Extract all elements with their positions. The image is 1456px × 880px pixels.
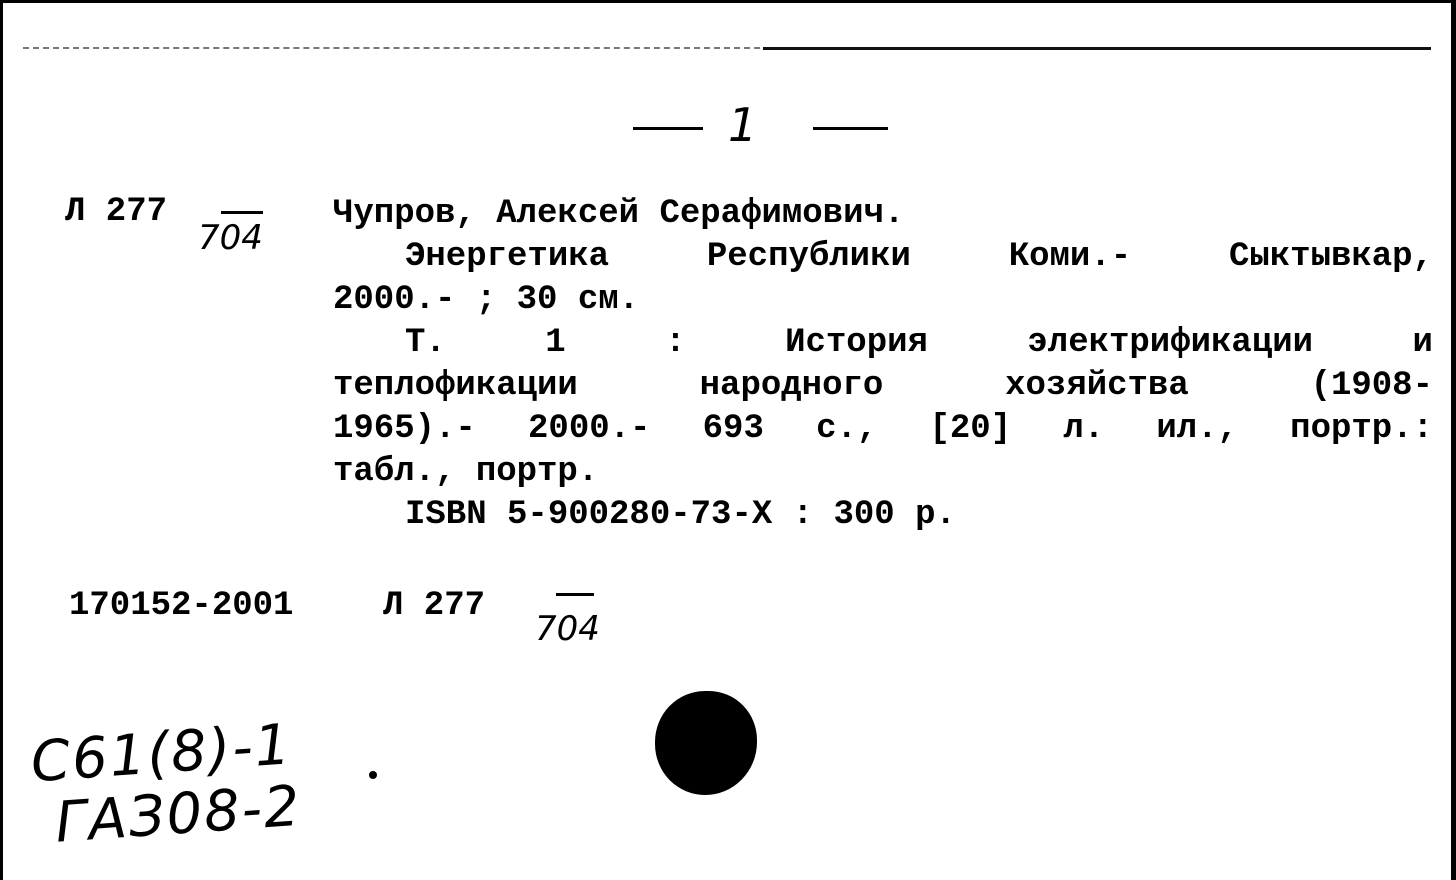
- volume-line-4: табл., портр.: [333, 453, 599, 491]
- inventory-shelf-handwritten: 704: [535, 609, 600, 649]
- classification-code: [29, 714, 304, 856]
- classification-code-line-2: ГАЗ08-2: [53, 773, 304, 856]
- volume-line-3: 1965).- 2000.- 693 с., [20] л. ил., портр.:: [333, 410, 1433, 448]
- shelf-mark-handwritten: 704: [198, 218, 263, 258]
- card-number: [633, 93, 893, 163]
- ink-speck: [369, 771, 377, 779]
- volume-line-1: Т. 1 : История электрификации и: [405, 324, 1433, 362]
- shelf-mark: Л 277: [65, 193, 168, 231]
- bibliographic-entry: [333, 193, 1433, 537]
- inventory-shelf-bar: [556, 593, 594, 596]
- top-rule-solid: [763, 47, 1431, 50]
- shelf-mark-bar: [221, 211, 263, 214]
- inventory-shelf-mark: Л 277: [383, 587, 486, 625]
- card-number-value: 1: [728, 98, 758, 152]
- card-number-dash-left: [633, 127, 703, 130]
- isbn-line: ISBN 5-900280-73-X : 300 р.: [405, 496, 956, 534]
- ink-stamp-dot: [655, 691, 757, 795]
- author-line: Чупров, Алексей Серафимович.: [333, 195, 905, 233]
- classification-code-line-1: С61(8)-1: [28, 712, 295, 796]
- inventory-number: 170152-2001: [69, 587, 294, 625]
- title-line-2: 2000.- ; 30 см.: [333, 281, 640, 319]
- card-number-dash-right: [813, 127, 888, 130]
- title-line-1: Энергетика Республики Коми.- Сыктывкар,: [405, 238, 1433, 276]
- volume-line-2: теплофикации народного хозяйства (1908-: [333, 367, 1433, 405]
